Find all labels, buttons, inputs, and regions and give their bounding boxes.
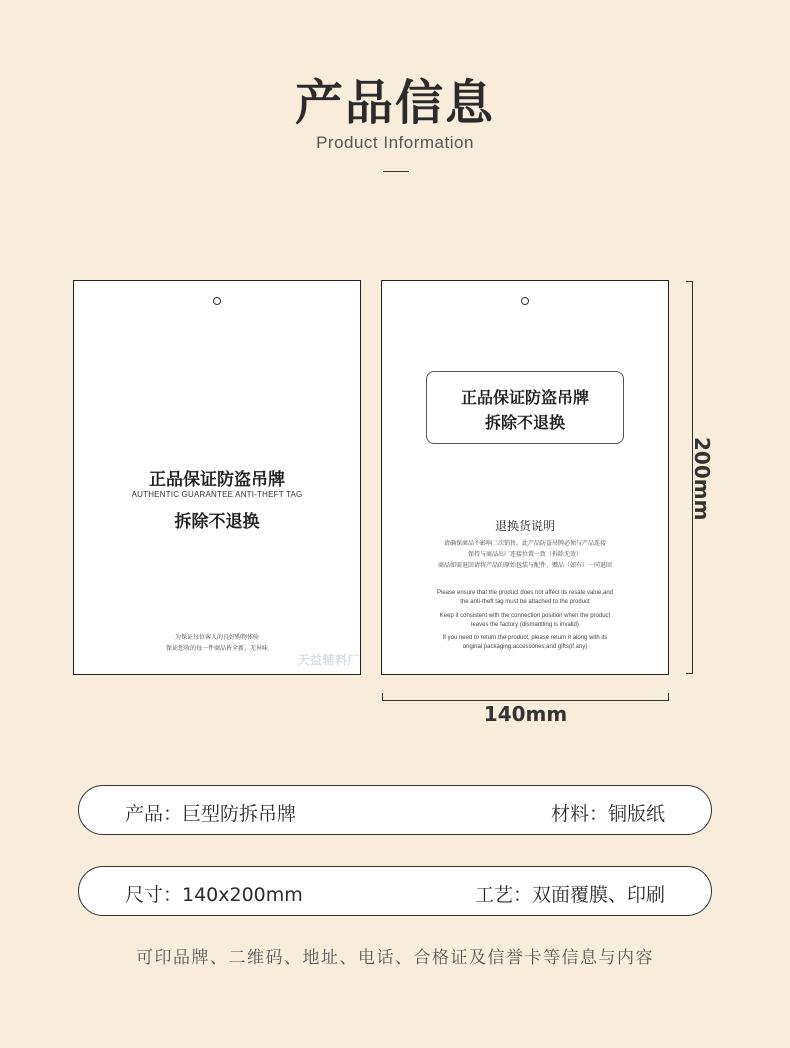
spec-size: 尺寸：140x200mm xyxy=(125,884,303,906)
back-tag-en-line: the anti-theft tag must be attached to the product xyxy=(460,599,590,605)
width-dimension-line xyxy=(382,700,669,701)
footer-note: 可印品牌、二维码、地址、电话、合格证及信誉卡等信息与内容 xyxy=(136,948,654,968)
hang-hole-icon xyxy=(213,297,221,305)
front-tag-image xyxy=(73,280,361,675)
front-tag-title-en: AUTHENTIC GUARANTEE ANTI-THEFT TAG xyxy=(131,490,303,499)
width-dimension-tick xyxy=(668,693,669,701)
front-tag-no-refund: 拆除不退换 xyxy=(174,512,260,532)
front-tag-title: 正品保证防盗吊牌 xyxy=(149,470,285,490)
spec-pill-product-material xyxy=(78,785,712,835)
back-tag-notice-box xyxy=(426,371,624,444)
back-tag-en-line: Please ensure that the product does not affect its resale value,and xyxy=(436,590,613,596)
back-tag-cn-line: 保持与商品出厂连接位置一致（拆除无效） xyxy=(467,551,582,558)
page-title: 产品信息 xyxy=(294,75,495,131)
front-tag-small-line: 保证您收的每一件商品皆全新、无异味 xyxy=(165,645,268,652)
back-tag-cn-line: 商品如需退回请将产品的原始包装与配件、赠品（如有）一同退回 xyxy=(437,562,612,569)
back-tag-box-line: 正品保证防盗吊牌 xyxy=(460,388,589,407)
back-tag-cn-line: 请确保商品不影响二次销售，此产品防盗吊牌必须与产品连接 xyxy=(443,540,606,547)
back-tag-en-line: original packaging,accessories,and gifts(if any) xyxy=(462,644,588,650)
height-dimension-label: 200mm xyxy=(690,437,714,521)
hang-hole-icon xyxy=(521,297,529,305)
back-tag-heading: 退换货说明 xyxy=(494,519,555,533)
spec-product: 产品：巨型防拆吊牌 xyxy=(125,803,297,825)
back-tag-en-line: If you need to return the product, please return it along with its xyxy=(442,635,608,641)
title-divider xyxy=(383,171,409,172)
width-dimension-tick xyxy=(382,693,383,701)
front-tag-small-line: 为保证每位客人的良好购物体验 xyxy=(174,634,259,641)
back-tag-en-line: Keep it consistent with the connection position when the product xyxy=(439,613,611,619)
height-dimension-tick xyxy=(686,673,693,674)
page-subtitle: Product Information xyxy=(316,133,474,152)
spec-material: 材料：铜版纸 xyxy=(550,803,665,825)
back-tag-image xyxy=(381,280,669,675)
back-tag-en-line: leaves the factory (dismantling is invalid) xyxy=(471,622,579,628)
width-dimension-label: 140mm xyxy=(483,702,568,726)
back-tag-box-line: 拆除不退换 xyxy=(484,413,565,432)
spec-process: 工艺：双面覆膜、印刷 xyxy=(474,884,665,906)
watermark: 天益辅料厂 xyxy=(297,653,360,667)
spec-pill-size-process xyxy=(78,866,712,916)
height-dimension-tick xyxy=(686,281,693,282)
